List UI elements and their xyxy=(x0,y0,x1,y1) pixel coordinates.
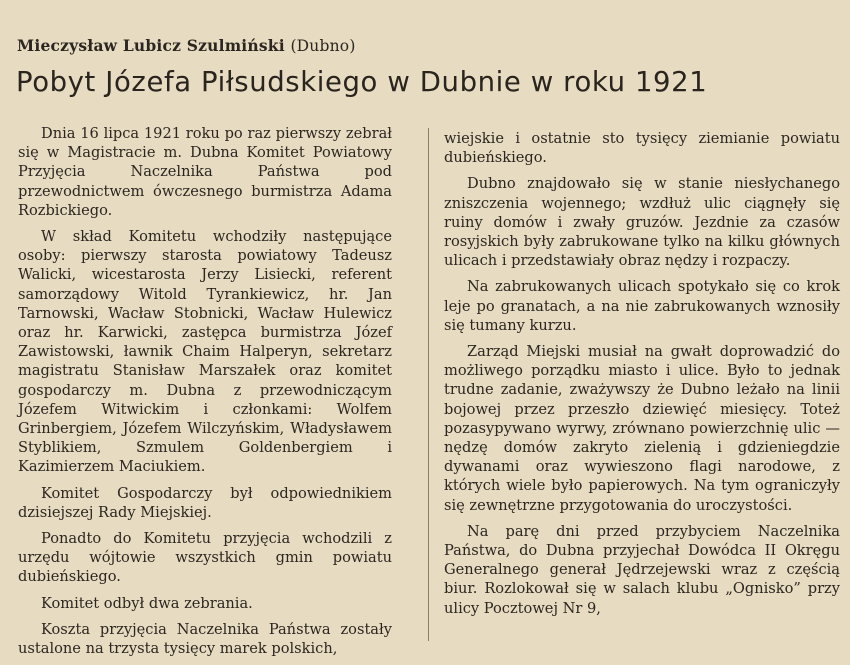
column-divider xyxy=(428,128,429,641)
paragraph: Ponadto do Komitetu przyjęcia wchodzili z urzędu wójtowie wszystkich gmin powiatu dubieńskiego. xyxy=(18,530,392,586)
paragraph: Dubno znajdowało się w stanie niesłychanego zniszczenia wojennego; wzdłuż ulic ciągnęły się ruiny domów i zwały gruzów. Jezdnie za czasów rosyjskich były zabrukowane tylko na kilku głównych ulicach i przedstawiały obraz nędzy i rozpaczy. xyxy=(444,175,840,270)
paragraph: Na parę dni przed przybyciem Naczelnika Państwa, do Dubna przyjechał Dowódca II Okręgu Generalnego generał Jędrzejewski wraz z częścią biur. Rozlokował się w salach klubu „Ognisko” przy ulicy Pocztowej Nr 9, xyxy=(444,522,840,617)
article-title: Pobyt Józefa Piłsudskiego w Dubnie w roku 1921 xyxy=(16,66,708,98)
author-line xyxy=(17,36,356,55)
paragraph: W skład Komitetu wchodziły następujące osoby: pierwszy starosta powiatowy Tadeusz Walicki, wicestarosta Jerzy Lisiecki, referent samorządowy Witold Tyrankiewicz, hr. Jan Tarnowski, Wacław Stobnicki, Wacław Hulewicz oraz hr. Karwicki, zastępca burmistrza Józef Zawistowski, ławnik Chaim Halperyn, sekretarz magistratu Stanisław Marszałek oraz komitet gospodarczy m. Dubna z przewodniczącym Józefem Witwickim i członkami: Wolfem Grinbergiem, Józefem Wilczyńskim, Władysławem Styblikiem, Szmulem Goldenbergiem i Kazimierzem Maciukiem. xyxy=(18,228,392,476)
paragraph: Zarząd Miejski musiał na gwałt doprowadzić do możliwego porządku miasto i ulice. Było to jednak trudne zadanie, zważywszy że Dubno leżało na linii bojowej przez przeszło dziewięć miesięcy. Toteż pozasypywano wyrwy, zrównano powierzchnię ulic — nędzę domów zakryto zielenią i gdzieniegdzie dywanami oraz wywieszono flagi narodowe, z których wiele było papierowych. Na tym ograniczyły się zewnętrzne przygotowania do uroczystości. xyxy=(444,343,840,514)
paragraph: Dnia 16 lipca 1921 roku po raz pierwszy zebrał się w Magistracie m. Dubna Komitet Powiatowy Przyjęcia Naczelnika Państwa pod przewodnictwem ówczesnego burmistrza Adama Rozbickiego. xyxy=(18,125,392,219)
author-place: (Dubno) xyxy=(290,37,356,55)
paragraph: wiejskie i ostatnie sto tysięcy ziemianie powiatu dubieńskiego. xyxy=(444,130,840,167)
right-column xyxy=(444,129,840,625)
paragraph: Komitet odbył dwa zebrania. xyxy=(41,594,253,612)
author-name: Mieczysław Lubicz Szulmiński xyxy=(17,36,285,55)
paragraph: Koszta przyjęcia Naczelnika Państwa zostały ustalone na trzysta tysięcy marek polskich, xyxy=(18,620,392,658)
left-column xyxy=(18,124,392,665)
paragraph: Komitet Gospodarczy był odpowiednikiem dzisiejszej Rady Miejskiej. xyxy=(18,484,392,521)
paragraph: Na zabrukowanych ulicach spotykało się co krok leje po granatach, a na nie zabrukowanych wznosiły się tumany kurzu. xyxy=(444,278,840,334)
